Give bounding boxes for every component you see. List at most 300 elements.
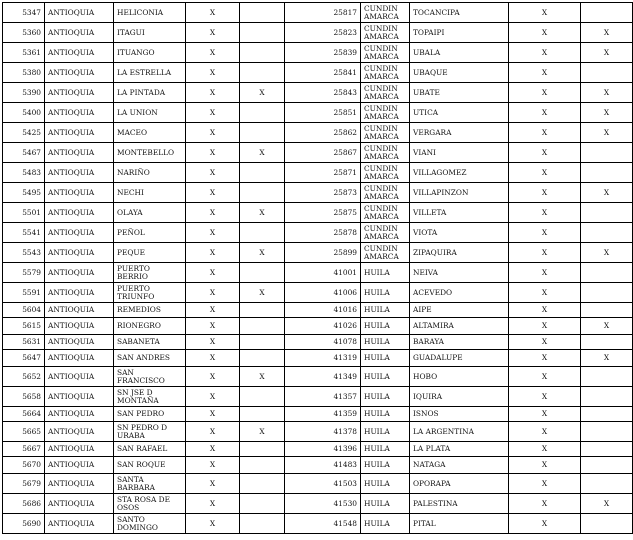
left-mark-2-cell bbox=[240, 183, 285, 203]
right-mark-1-cell: X bbox=[509, 83, 581, 103]
right-mark-1-cell: X bbox=[509, 123, 581, 143]
left-municipality-cell: REMEDIOS bbox=[114, 303, 186, 318]
right-code-cell: 41319 bbox=[285, 350, 361, 367]
municipality-table bbox=[2, 2, 633, 534]
left-department-cell: ANTIOQUIA bbox=[45, 442, 114, 457]
left-department-cell: ANTIOQUIA bbox=[45, 183, 114, 203]
right-code-cell: 41548 bbox=[285, 514, 361, 534]
left-code-cell: 5380 bbox=[3, 63, 45, 83]
table-row bbox=[3, 83, 633, 103]
left-code-cell: 5665 bbox=[3, 422, 45, 442]
right-mark-1-cell: X bbox=[509, 457, 581, 474]
left-mark-2-cell: X bbox=[240, 243, 285, 263]
table-row bbox=[3, 457, 633, 474]
left-mark-1-cell: X bbox=[186, 183, 240, 203]
right-department-cell: HUILA bbox=[361, 263, 410, 283]
left-code-cell: 5690 bbox=[3, 514, 45, 534]
left-code-cell: 5495 bbox=[3, 183, 45, 203]
left-code-cell: 5667 bbox=[3, 442, 45, 457]
left-department-cell: ANTIOQUIA bbox=[45, 223, 114, 243]
table-row bbox=[3, 203, 633, 223]
right-mark-1-cell: X bbox=[509, 335, 581, 350]
right-municipality-cell: VILLETA bbox=[410, 203, 509, 223]
left-mark-1-cell: X bbox=[186, 103, 240, 123]
right-mark-2-cell bbox=[581, 387, 633, 407]
right-code-cell: 25899 bbox=[285, 243, 361, 263]
right-municipality-cell: OPORAPA bbox=[410, 474, 509, 494]
left-code-cell: 5467 bbox=[3, 143, 45, 163]
right-code-cell: 25851 bbox=[285, 103, 361, 123]
left-department-cell: ANTIOQUIA bbox=[45, 83, 114, 103]
left-municipality-cell: OLAYA bbox=[114, 203, 186, 223]
right-mark-2-cell: X bbox=[581, 243, 633, 263]
right-mark-1-cell: X bbox=[509, 243, 581, 263]
left-mark-2-cell bbox=[240, 442, 285, 457]
right-code-cell: 25873 bbox=[285, 183, 361, 203]
left-mark-2-cell bbox=[240, 263, 285, 283]
right-mark-2-cell: X bbox=[581, 83, 633, 103]
left-municipality-cell: SAN RAFAEL bbox=[114, 442, 186, 457]
right-municipality-cell: TOCANCIPA bbox=[410, 3, 509, 23]
left-mark-1-cell: X bbox=[186, 83, 240, 103]
left-department-cell: ANTIOQUIA bbox=[45, 457, 114, 474]
left-department-cell: ANTIOQUIA bbox=[45, 350, 114, 367]
right-mark-2-cell bbox=[581, 223, 633, 243]
right-department-cell: CUNDIN AMARCA bbox=[361, 143, 410, 163]
right-mark-2-cell bbox=[581, 3, 633, 23]
right-mark-1-cell: X bbox=[509, 3, 581, 23]
right-mark-2-cell bbox=[581, 283, 633, 303]
right-code-cell: 41026 bbox=[285, 318, 361, 335]
table-row bbox=[3, 283, 633, 303]
right-municipality-cell: ACEVEDO bbox=[410, 283, 509, 303]
left-mark-1-cell: X bbox=[186, 514, 240, 534]
right-mark-1-cell: X bbox=[509, 367, 581, 387]
left-mark-2-cell bbox=[240, 350, 285, 367]
left-municipality-cell: MONTEBELLO bbox=[114, 143, 186, 163]
right-mark-1-cell: X bbox=[509, 494, 581, 514]
left-mark-2-cell bbox=[240, 223, 285, 243]
right-municipality-cell: AIPE bbox=[410, 303, 509, 318]
left-mark-2-cell: X bbox=[240, 203, 285, 223]
left-mark-2-cell: X bbox=[240, 367, 285, 387]
left-municipality-cell: ITAGUI bbox=[114, 23, 186, 43]
left-department-cell: ANTIOQUIA bbox=[45, 494, 114, 514]
right-department-cell: CUNDIN AMARCA bbox=[361, 23, 410, 43]
table-row bbox=[3, 422, 633, 442]
left-mark-1-cell: X bbox=[186, 422, 240, 442]
left-mark-1-cell: X bbox=[186, 43, 240, 63]
right-municipality-cell: BARAYA bbox=[410, 335, 509, 350]
table-row bbox=[3, 163, 633, 183]
left-code-cell: 5360 bbox=[3, 23, 45, 43]
right-code-cell: 25878 bbox=[285, 223, 361, 243]
left-municipality-cell: SN PEDRO D URABA bbox=[114, 422, 186, 442]
right-department-cell: CUNDIN AMARCA bbox=[361, 223, 410, 243]
right-municipality-cell: VERGARA bbox=[410, 123, 509, 143]
left-code-cell: 5631 bbox=[3, 335, 45, 350]
left-mark-1-cell: X bbox=[186, 63, 240, 83]
right-mark-2-cell: X bbox=[581, 103, 633, 123]
right-code-cell: 41078 bbox=[285, 335, 361, 350]
right-mark-1-cell: X bbox=[509, 203, 581, 223]
right-code-cell: 25871 bbox=[285, 163, 361, 183]
left-mark-2-cell bbox=[240, 457, 285, 474]
left-municipality-cell: SN JSE D MONTAÑA bbox=[114, 387, 186, 407]
left-department-cell: ANTIOQUIA bbox=[45, 103, 114, 123]
left-mark-2-cell bbox=[240, 474, 285, 494]
left-municipality-cell: PUERTO TRIUNFO bbox=[114, 283, 186, 303]
left-code-cell: 5664 bbox=[3, 407, 45, 422]
right-department-cell: HUILA bbox=[361, 474, 410, 494]
left-mark-1-cell: X bbox=[186, 203, 240, 223]
right-mark-2-cell bbox=[581, 457, 633, 474]
right-mark-2-cell bbox=[581, 143, 633, 163]
right-municipality-cell: GUADALUPE bbox=[410, 350, 509, 367]
left-department-cell: ANTIOQUIA bbox=[45, 163, 114, 183]
right-municipality-cell: ISNOS bbox=[410, 407, 509, 422]
right-mark-1-cell: X bbox=[509, 43, 581, 63]
right-mark-2-cell: X bbox=[581, 494, 633, 514]
right-department-cell: CUNDIN AMARCA bbox=[361, 83, 410, 103]
right-mark-1-cell: X bbox=[509, 422, 581, 442]
left-mark-2-cell bbox=[240, 103, 285, 123]
right-department-cell: HUILA bbox=[361, 442, 410, 457]
right-municipality-cell: NATAGA bbox=[410, 457, 509, 474]
left-municipality-cell: LA PINTADA bbox=[114, 83, 186, 103]
right-municipality-cell: VILLAGOMEZ bbox=[410, 163, 509, 183]
left-mark-1-cell: X bbox=[186, 223, 240, 243]
right-municipality-cell: UBALA bbox=[410, 43, 509, 63]
right-mark-2-cell bbox=[581, 422, 633, 442]
left-code-cell: 5347 bbox=[3, 3, 45, 23]
right-mark-1-cell: X bbox=[509, 303, 581, 318]
left-mark-2-cell bbox=[240, 43, 285, 63]
left-code-cell: 5501 bbox=[3, 203, 45, 223]
left-department-cell: ANTIOQUIA bbox=[45, 387, 114, 407]
right-department-cell: HUILA bbox=[361, 422, 410, 442]
right-mark-1-cell: X bbox=[509, 263, 581, 283]
right-code-cell: 41016 bbox=[285, 303, 361, 318]
left-department-cell: ANTIOQUIA bbox=[45, 263, 114, 283]
right-department-cell: CUNDIN AMARCA bbox=[361, 123, 410, 143]
left-code-cell: 5483 bbox=[3, 163, 45, 183]
right-mark-2-cell bbox=[581, 63, 633, 83]
right-mark-2-cell: X bbox=[581, 43, 633, 63]
right-department-cell: HUILA bbox=[361, 335, 410, 350]
left-municipality-cell: PEÑOL bbox=[114, 223, 186, 243]
left-department-cell: ANTIOQUIA bbox=[45, 243, 114, 263]
right-municipality-cell: UBAQUE bbox=[410, 63, 509, 83]
right-department-cell: CUNDIN AMARCA bbox=[361, 63, 410, 83]
right-mark-2-cell bbox=[581, 442, 633, 457]
right-code-cell: 41001 bbox=[285, 263, 361, 283]
left-mark-2-cell: X bbox=[240, 143, 285, 163]
left-mark-1-cell: X bbox=[186, 318, 240, 335]
table-row bbox=[3, 3, 633, 23]
table-row bbox=[3, 367, 633, 387]
right-municipality-cell: VIOTA bbox=[410, 223, 509, 243]
left-municipality-cell: SAN ANDRES bbox=[114, 350, 186, 367]
left-department-cell: ANTIOQUIA bbox=[45, 143, 114, 163]
left-mark-2-cell bbox=[240, 23, 285, 43]
left-mark-2-cell bbox=[240, 63, 285, 83]
left-mark-2-cell bbox=[240, 123, 285, 143]
left-municipality-cell: PEQUE bbox=[114, 243, 186, 263]
right-mark-1-cell: X bbox=[509, 103, 581, 123]
right-department-cell: CUNDIN AMARCA bbox=[361, 3, 410, 23]
left-mark-1-cell: X bbox=[186, 23, 240, 43]
right-municipality-cell: VIANI bbox=[410, 143, 509, 163]
right-municipality-cell: LA PLATA bbox=[410, 442, 509, 457]
left-mark-1-cell: X bbox=[186, 387, 240, 407]
left-municipality-cell: SAN FRANCISCO bbox=[114, 367, 186, 387]
left-mark-2-cell bbox=[240, 163, 285, 183]
left-municipality-cell: HELICONIA bbox=[114, 3, 186, 23]
table-body bbox=[3, 3, 633, 534]
table-row bbox=[3, 123, 633, 143]
right-mark-1-cell: X bbox=[509, 163, 581, 183]
right-municipality-cell: HOBO bbox=[410, 367, 509, 387]
right-mark-1-cell: X bbox=[509, 474, 581, 494]
table-row bbox=[3, 442, 633, 457]
left-municipality-cell: STA ROSA DE OSOS bbox=[114, 494, 186, 514]
left-mark-1-cell: X bbox=[186, 350, 240, 367]
left-department-cell: ANTIOQUIA bbox=[45, 63, 114, 83]
left-department-cell: ANTIOQUIA bbox=[45, 318, 114, 335]
right-mark-2-cell bbox=[581, 303, 633, 318]
left-code-cell: 5604 bbox=[3, 303, 45, 318]
right-code-cell: 25862 bbox=[285, 123, 361, 143]
table-row bbox=[3, 350, 633, 367]
left-code-cell: 5425 bbox=[3, 123, 45, 143]
right-department-cell: HUILA bbox=[361, 407, 410, 422]
right-mark-1-cell: X bbox=[509, 223, 581, 243]
right-municipality-cell: UBATE bbox=[410, 83, 509, 103]
right-code-cell: 25875 bbox=[285, 203, 361, 223]
left-municipality-cell: SAN ROQUE bbox=[114, 457, 186, 474]
left-code-cell: 5679 bbox=[3, 474, 45, 494]
left-department-cell: ANTIOQUIA bbox=[45, 514, 114, 534]
left-code-cell: 5591 bbox=[3, 283, 45, 303]
left-municipality-cell: PUERTO BERRIO bbox=[114, 263, 186, 283]
right-mark-1-cell: X bbox=[509, 387, 581, 407]
left-mark-2-cell bbox=[240, 3, 285, 23]
table-row bbox=[3, 263, 633, 283]
left-code-cell: 5652 bbox=[3, 367, 45, 387]
right-mark-1-cell: X bbox=[509, 407, 581, 422]
left-department-cell: ANTIOQUIA bbox=[45, 474, 114, 494]
right-code-cell: 41357 bbox=[285, 387, 361, 407]
right-mark-2-cell bbox=[581, 367, 633, 387]
table-row bbox=[3, 303, 633, 318]
left-municipality-cell: SAN PEDRO bbox=[114, 407, 186, 422]
left-mark-2-cell bbox=[240, 407, 285, 422]
right-mark-2-cell bbox=[581, 263, 633, 283]
right-municipality-cell: VILLAPINZON bbox=[410, 183, 509, 203]
table-row bbox=[3, 143, 633, 163]
left-mark-1-cell: X bbox=[186, 442, 240, 457]
right-municipality-cell: IQUIRA bbox=[410, 387, 509, 407]
left-mark-1-cell: X bbox=[186, 163, 240, 183]
left-municipality-cell: MACEO bbox=[114, 123, 186, 143]
right-municipality-cell: PALESTINA bbox=[410, 494, 509, 514]
right-code-cell: 41378 bbox=[285, 422, 361, 442]
right-mark-2-cell: X bbox=[581, 318, 633, 335]
right-department-cell: CUNDIN AMARCA bbox=[361, 163, 410, 183]
left-mark-1-cell: X bbox=[186, 3, 240, 23]
left-department-cell: ANTIOQUIA bbox=[45, 367, 114, 387]
right-code-cell: 25817 bbox=[285, 3, 361, 23]
right-code-cell: 41006 bbox=[285, 283, 361, 303]
right-municipality-cell: TOPAIPI bbox=[410, 23, 509, 43]
right-mark-1-cell: X bbox=[509, 63, 581, 83]
right-mark-2-cell: X bbox=[581, 183, 633, 203]
left-department-cell: ANTIOQUIA bbox=[45, 43, 114, 63]
left-municipality-cell: ITUANGO bbox=[114, 43, 186, 63]
left-municipality-cell: NARIÑO bbox=[114, 163, 186, 183]
right-mark-1-cell: X bbox=[509, 350, 581, 367]
right-mark-2-cell bbox=[581, 163, 633, 183]
table-row bbox=[3, 474, 633, 494]
right-department-cell: HUILA bbox=[361, 283, 410, 303]
left-mark-1-cell: X bbox=[186, 243, 240, 263]
left-municipality-cell: RIONEGRO bbox=[114, 318, 186, 335]
left-code-cell: 5686 bbox=[3, 494, 45, 514]
left-code-cell: 5615 bbox=[3, 318, 45, 335]
table-row bbox=[3, 43, 633, 63]
left-municipality-cell: SANTO DOMINGO bbox=[114, 514, 186, 534]
right-mark-2-cell: X bbox=[581, 23, 633, 43]
right-department-cell: HUILA bbox=[361, 350, 410, 367]
left-mark-1-cell: X bbox=[186, 474, 240, 494]
right-municipality-cell: ALTAMIRA bbox=[410, 318, 509, 335]
right-department-cell: HUILA bbox=[361, 457, 410, 474]
table-row bbox=[3, 335, 633, 350]
left-mark-1-cell: X bbox=[186, 367, 240, 387]
left-mark-1-cell: X bbox=[186, 123, 240, 143]
left-municipality-cell: LA UNION bbox=[114, 103, 186, 123]
right-department-cell: CUNDIN AMARCA bbox=[361, 243, 410, 263]
right-department-cell: CUNDIN AMARCA bbox=[361, 103, 410, 123]
left-code-cell: 5541 bbox=[3, 223, 45, 243]
right-code-cell: 41359 bbox=[285, 407, 361, 422]
left-department-cell: ANTIOQUIA bbox=[45, 3, 114, 23]
left-mark-1-cell: X bbox=[186, 335, 240, 350]
table-row bbox=[3, 514, 633, 534]
left-mark-2-cell: X bbox=[240, 83, 285, 103]
table-row bbox=[3, 318, 633, 335]
right-department-cell: HUILA bbox=[361, 318, 410, 335]
right-mark-1-cell: X bbox=[509, 514, 581, 534]
right-department-cell: HUILA bbox=[361, 303, 410, 318]
left-department-cell: ANTIOQUIA bbox=[45, 203, 114, 223]
right-mark-1-cell: X bbox=[509, 442, 581, 457]
left-department-cell: ANTIOQUIA bbox=[45, 283, 114, 303]
left-mark-2-cell bbox=[240, 335, 285, 350]
right-code-cell: 25839 bbox=[285, 43, 361, 63]
left-department-cell: ANTIOQUIA bbox=[45, 422, 114, 442]
left-mark-2-cell bbox=[240, 494, 285, 514]
table-row bbox=[3, 407, 633, 422]
right-department-cell: HUILA bbox=[361, 514, 410, 534]
left-mark-1-cell: X bbox=[186, 457, 240, 474]
left-code-cell: 5658 bbox=[3, 387, 45, 407]
right-department-cell: HUILA bbox=[361, 387, 410, 407]
left-code-cell: 5400 bbox=[3, 103, 45, 123]
table-row bbox=[3, 494, 633, 514]
right-department-cell: CUNDIN AMARCA bbox=[361, 203, 410, 223]
left-department-cell: ANTIOQUIA bbox=[45, 123, 114, 143]
table-row bbox=[3, 243, 633, 263]
right-department-cell: HUILA bbox=[361, 494, 410, 514]
left-code-cell: 5579 bbox=[3, 263, 45, 283]
left-mark-2-cell: X bbox=[240, 422, 285, 442]
left-municipality-cell: SANTA BARBARA bbox=[114, 474, 186, 494]
right-municipality-cell: NEIVA bbox=[410, 263, 509, 283]
right-mark-1-cell: X bbox=[509, 23, 581, 43]
table-row bbox=[3, 23, 633, 43]
right-code-cell: 25841 bbox=[285, 63, 361, 83]
right-municipality-cell: ZIPAQUIRA bbox=[410, 243, 509, 263]
left-code-cell: 5390 bbox=[3, 83, 45, 103]
left-code-cell: 5670 bbox=[3, 457, 45, 474]
right-mark-2-cell bbox=[581, 514, 633, 534]
left-code-cell: 5647 bbox=[3, 350, 45, 367]
right-municipality-cell: LA ARGENTINA bbox=[410, 422, 509, 442]
left-mark-1-cell: X bbox=[186, 263, 240, 283]
right-municipality-cell: UTICA bbox=[410, 103, 509, 123]
right-mark-2-cell bbox=[581, 407, 633, 422]
left-municipality-cell: SABANETA bbox=[114, 335, 186, 350]
right-code-cell: 25843 bbox=[285, 83, 361, 103]
left-mark-2-cell bbox=[240, 387, 285, 407]
right-mark-2-cell bbox=[581, 474, 633, 494]
right-mark-2-cell bbox=[581, 335, 633, 350]
left-mark-1-cell: X bbox=[186, 494, 240, 514]
table-row bbox=[3, 63, 633, 83]
left-department-cell: ANTIOQUIA bbox=[45, 23, 114, 43]
right-department-cell: HUILA bbox=[361, 367, 410, 387]
left-mark-2-cell: X bbox=[240, 283, 285, 303]
right-code-cell: 25867 bbox=[285, 143, 361, 163]
left-code-cell: 5543 bbox=[3, 243, 45, 263]
left-mark-2-cell bbox=[240, 303, 285, 318]
left-mark-2-cell bbox=[240, 318, 285, 335]
left-mark-1-cell: X bbox=[186, 407, 240, 422]
right-mark-2-cell: X bbox=[581, 123, 633, 143]
right-mark-2-cell bbox=[581, 203, 633, 223]
left-municipality-cell: NECHI bbox=[114, 183, 186, 203]
right-code-cell: 41483 bbox=[285, 457, 361, 474]
left-department-cell: ANTIOQUIA bbox=[45, 303, 114, 318]
right-code-cell: 41396 bbox=[285, 442, 361, 457]
right-department-cell: CUNDIN AMARCA bbox=[361, 43, 410, 63]
table-row bbox=[3, 387, 633, 407]
table-row bbox=[3, 183, 633, 203]
left-department-cell: ANTIOQUIA bbox=[45, 407, 114, 422]
right-code-cell: 41503 bbox=[285, 474, 361, 494]
left-mark-1-cell: X bbox=[186, 143, 240, 163]
left-mark-2-cell bbox=[240, 514, 285, 534]
right-mark-1-cell: X bbox=[509, 283, 581, 303]
right-mark-1-cell: X bbox=[509, 143, 581, 163]
right-mark-2-cell: X bbox=[581, 350, 633, 367]
right-municipality-cell: PITAL bbox=[410, 514, 509, 534]
left-department-cell: ANTIOQUIA bbox=[45, 335, 114, 350]
left-municipality-cell: LA ESTRELLA bbox=[114, 63, 186, 83]
right-code-cell: 25823 bbox=[285, 23, 361, 43]
